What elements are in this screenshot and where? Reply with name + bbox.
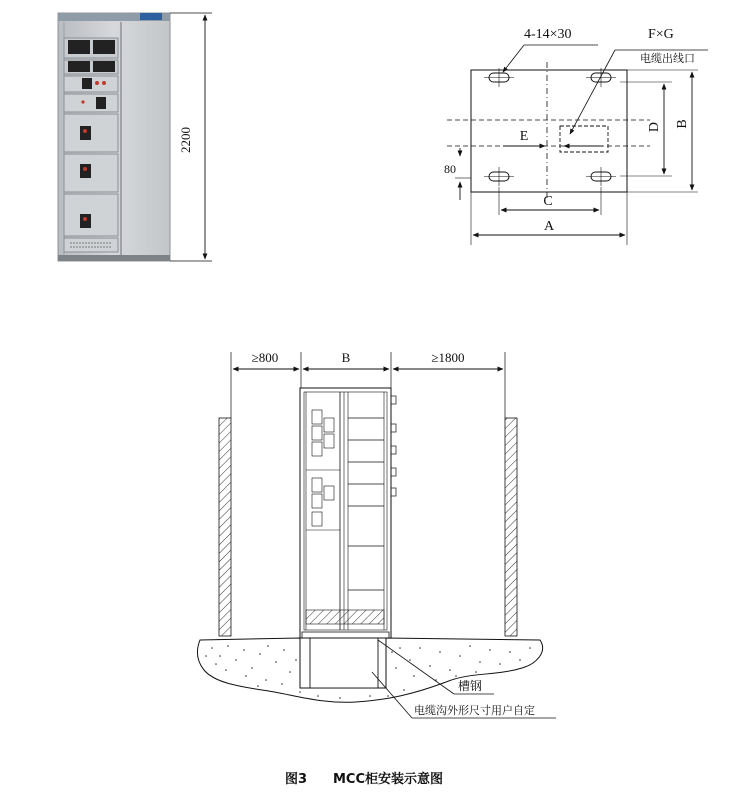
- left-clearance-label: ≥800: [251, 350, 279, 365]
- hole-spec-label: 4-14×30: [524, 27, 572, 42]
- cabinet-drawer-7: [64, 194, 118, 236]
- mounting-hole: [586, 167, 616, 186]
- channel-steel-label: 槽钢: [458, 679, 483, 693]
- height-label: 2200: [178, 127, 193, 153]
- cable-trench: [310, 638, 378, 688]
- cabinet-drawer-3: [64, 76, 118, 92]
- dim-e-label: E: [519, 129, 529, 144]
- right-wall: [505, 418, 517, 636]
- cabinet-drawer-5: [64, 114, 118, 152]
- mounting-hole: [484, 68, 514, 87]
- cabinet-drawer-2: [64, 60, 118, 74]
- cabinet-nameplate: [140, 13, 162, 20]
- left-wall: [219, 418, 231, 636]
- cabinet-drawer-4: [64, 94, 118, 112]
- height-dimension: [170, 13, 212, 261]
- cabinet-drawer-8: [64, 238, 118, 252]
- trench-note: 电缆沟外形尺寸用户自定: [414, 704, 535, 717]
- installation-section: [197, 350, 556, 718]
- figure-title: MCC柜安装示意图: [333, 772, 444, 787]
- plan-view: [444, 27, 708, 245]
- cable-outlet-caption: 电缆出线口: [640, 52, 695, 65]
- cabinet-drawer-6: [64, 154, 118, 192]
- cabinet-drawer-1: [64, 38, 118, 58]
- dim-d-label: D: [647, 121, 662, 133]
- dim-80-label: 80: [444, 162, 456, 176]
- figure-caption: [285, 771, 443, 787]
- mounting-hole: [586, 68, 616, 87]
- dim-b-plan-label: B: [675, 119, 690, 129]
- cable-outlet-cutout: [560, 126, 608, 152]
- cabinet-width-label: B: [341, 350, 351, 365]
- right-clearance-label: ≥1800: [431, 350, 465, 365]
- mounting-hole: [484, 167, 514, 186]
- dim-c-label: C: [543, 194, 553, 209]
- cutout-size-label: F×G: [648, 27, 674, 42]
- dim-a-label: A: [543, 219, 555, 234]
- cabinet-photo: [58, 13, 170, 261]
- figure-number: 图3: [285, 772, 308, 787]
- cabinet-section: [300, 388, 396, 638]
